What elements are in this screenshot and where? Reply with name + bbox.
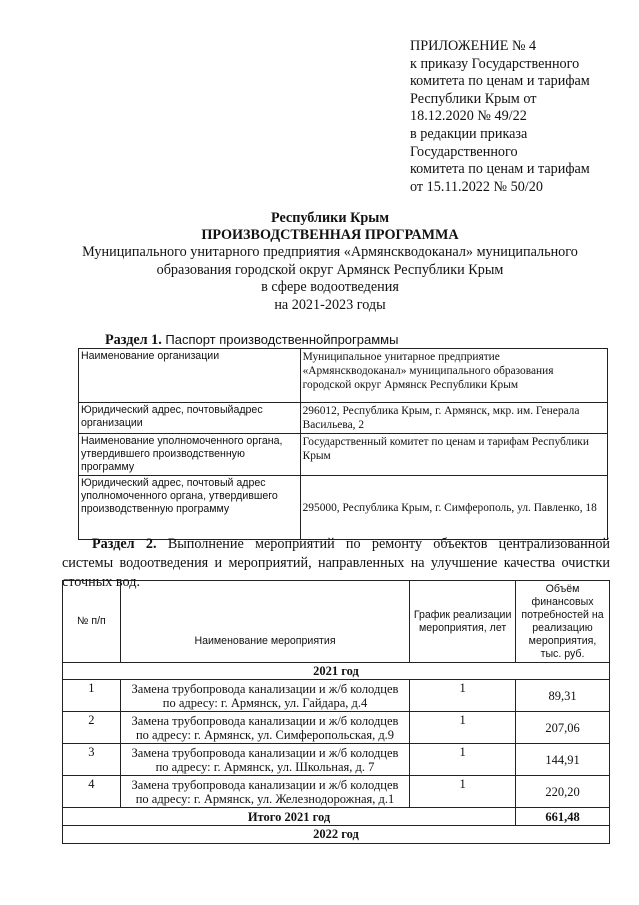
passport-value: Муниципальное унитарное предприятие «Армянскводоканал» муниципального образования городской округ Армянск Республики Крым: [300, 349, 607, 403]
approval-line: ПРИЛОЖЕНИЕ № 4: [410, 38, 537, 54]
row-num: 2: [63, 712, 121, 744]
row-name: Замена трубопровода канализации и ж/б колодцев по адресу: г. Армянск, ул. Железнодорожная, д.1: [120, 776, 409, 808]
row-volume: 144,91: [516, 744, 610, 776]
table-row: [63, 712, 610, 744]
section1-text: Паспорт производственнойпрограммы: [165, 332, 399, 347]
approval-block: [410, 38, 625, 196]
row-volume: 220,20: [516, 776, 610, 808]
passport-table: [78, 348, 608, 540]
section2-label: Раздел 2.: [92, 536, 157, 552]
header-volume: Объём финансовых потребностей на реализацию мероприятия, тыс. руб.: [516, 581, 610, 663]
row-schedule: 1: [410, 776, 516, 808]
section1-heading: [105, 332, 398, 349]
header-num: № п/п: [63, 581, 121, 663]
year-2021-label: 2021 год: [63, 663, 610, 680]
row-num: 3: [63, 744, 121, 776]
passport-label: Наименование уполномоченного органа, утвердившего производственную программу: [79, 434, 301, 476]
row-schedule: 1: [410, 744, 516, 776]
title-line: на 2021-2023 годы: [274, 296, 386, 313]
approval-line: от 15.11.2022 № 50/20: [410, 178, 543, 195]
approval-line: в редакции приказа: [410, 125, 528, 142]
section1-label: Раздел 1.: [105, 332, 162, 348]
row-schedule: 1: [410, 712, 516, 744]
table-row: [79, 434, 608, 476]
table-row: [63, 744, 610, 776]
approval-line: к приказу Государственного: [410, 55, 580, 72]
row-volume: 207,06: [516, 712, 610, 744]
row-name: Замена трубопровода канализации и ж/б колодцев по адресу: г. Армянск, ул. Школьная, д. 7: [120, 744, 409, 776]
passport-label: Юридический адрес, почтовыйадрес организации: [79, 403, 301, 434]
table-row: [79, 349, 608, 403]
title-line: Муниципального унитарного предприятия «Армянскводоканал» муниципального: [82, 244, 578, 260]
row-schedule: 1: [410, 680, 516, 712]
year-row: [63, 663, 610, 680]
approval-line: 18.12.2020 № 49/22: [410, 108, 527, 125]
works-table: [62, 580, 610, 844]
table-row: [79, 403, 608, 434]
row-num: 1: [63, 680, 121, 712]
table-header-row: [63, 581, 610, 663]
year-row: [63, 826, 610, 843]
row-num: 4: [63, 776, 121, 808]
row-name: Замена трубопровода канализации и ж/б колодцев по адресу: г. Армянск, ул. Симферопольская, д.9: [120, 712, 409, 744]
passport-value: 296012, Республика Крым, г. Армянск, мкр. им. Генерала Васильева, 2: [300, 403, 607, 434]
title-region: Республики Крым: [270, 210, 390, 226]
passport-label: Наименование организации: [79, 349, 301, 403]
approval-line: комитета по ценам и тарифам: [410, 161, 590, 178]
header-name: Наименование мероприятия: [120, 581, 409, 663]
total-row: [63, 808, 610, 826]
row-volume: 89,31: [516, 680, 610, 712]
passport-value: 295000, Республика Крым, г. Симферополь, ул. Павленко, 18: [300, 476, 607, 540]
passport-value: Государственный комитет по ценам и тарифам Республики Крым: [300, 434, 607, 476]
total-label: Итого 2021 год: [63, 808, 516, 826]
header-schedule: График реализации мероприятия, лет: [410, 581, 516, 663]
passport-label: Юридический адрес, почтовый адрес уполномоченного органа, утвердившего производственную программу: [79, 476, 301, 540]
document-title-block: [30, 210, 630, 314]
section2-text: Выполнение мероприятий по ремонту объектов централизованной системы водоотведения и мероприятий, направленных на улучшение качества очистки сточных вод.: [62, 536, 611, 590]
title-main: ПРОИЗВОДСТВЕННАЯ ПРОГРАММА: [201, 227, 459, 243]
title-line: образования городской округ Армянск Республики Крым: [156, 261, 504, 278]
total-value: 661,48: [516, 808, 610, 826]
row-name: Замена трубопровода канализации и ж/б колодцев по адресу: г. Армянск, ул. Гайдара, д.4: [120, 680, 409, 712]
table-row: [79, 476, 608, 540]
table-row: [63, 776, 610, 808]
approval-line: Республики Крым от: [410, 90, 537, 107]
title-line: в сфере водоотведения: [261, 279, 399, 295]
approval-line: комитета по ценам и тарифам: [410, 73, 590, 90]
year-2022-label: 2022 год: [63, 826, 610, 843]
table-row: [63, 680, 610, 712]
approval-line: Государственного: [410, 143, 518, 160]
